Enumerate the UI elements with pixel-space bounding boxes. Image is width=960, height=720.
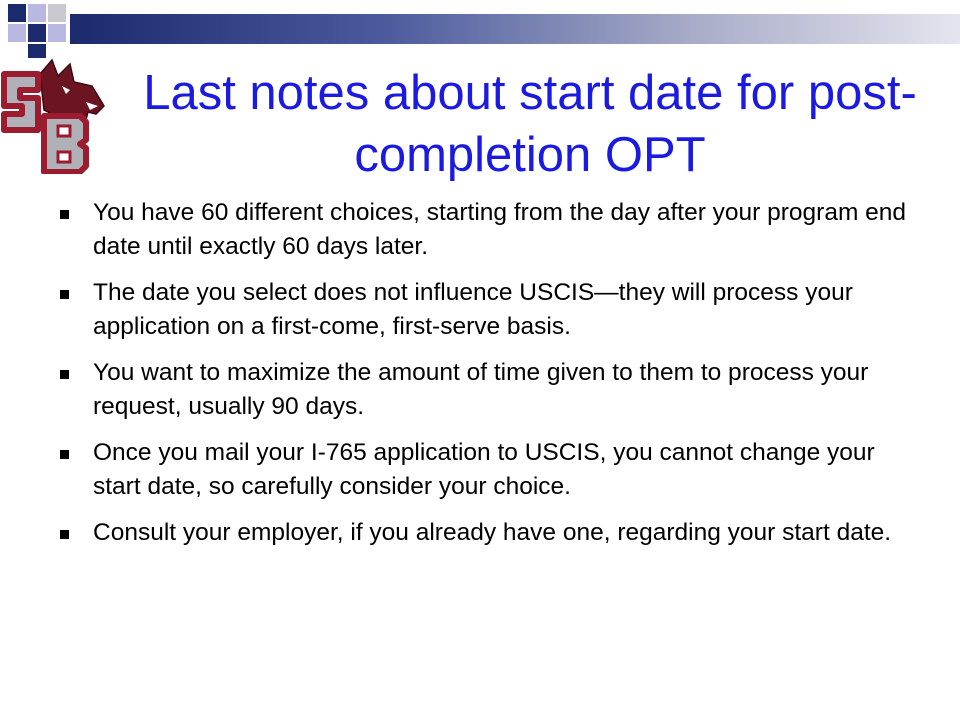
decor-square	[48, 4, 66, 22]
square-bullet-icon	[60, 210, 69, 219]
decor-square	[48, 24, 66, 42]
decor-square	[28, 24, 46, 42]
decor-square	[28, 4, 46, 22]
bullet-text: The date you select does not influence USCIS—they will process your application on a first-come, first-serve basis.	[93, 279, 853, 340]
bullet-item	[60, 516, 910, 550]
bullet-text: Consult your employer, if you already have one, regarding your start date.	[93, 519, 892, 546]
square-bullet-icon	[60, 450, 69, 459]
slide-title: Last notes about start date for post-completion OPT	[143, 66, 917, 182]
decor-square	[8, 24, 26, 42]
bullet-item	[60, 436, 910, 504]
header-gradient-bar	[70, 14, 960, 44]
bullet-item	[60, 196, 910, 264]
wolf-head-icon	[0, 56, 110, 174]
bullet-text: Once you mail your I-765 application to USCIS, you cannot change your start date, so carefully consider your choice.	[93, 439, 875, 500]
bullet-text: You want to maximize the amount of time given to them to process your request, usually 90 days.	[93, 359, 869, 420]
university-logo	[0, 56, 110, 174]
bullet-text: You have 60 different choices, starting from the day after your program end date until exactly 60 days later.	[93, 199, 907, 260]
square-bullet-icon	[60, 370, 69, 379]
bullet-item	[60, 276, 910, 344]
bullet-item	[60, 356, 910, 424]
square-bullet-icon	[60, 290, 69, 299]
decor-square	[8, 4, 26, 22]
bullet-list	[60, 196, 910, 562]
square-bullet-icon	[60, 530, 69, 539]
